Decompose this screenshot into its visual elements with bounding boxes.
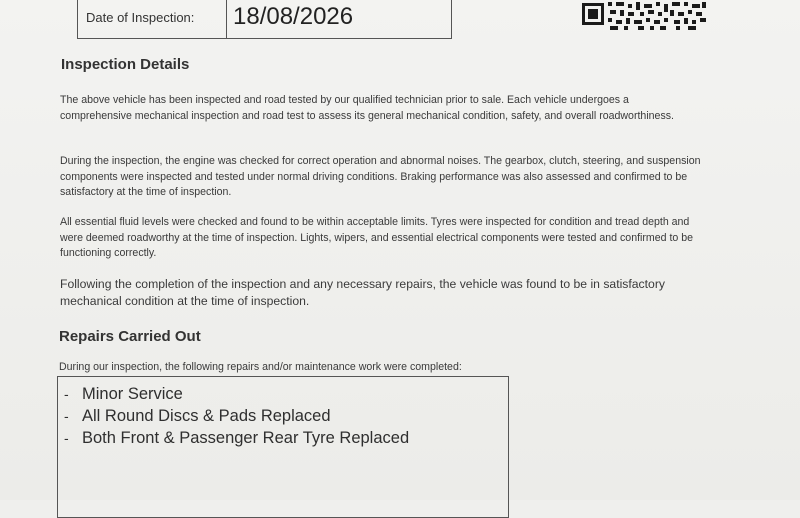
bullet: -	[64, 386, 69, 402]
repair-item-label: Both Front & Passenger Rear Tyre Replaced	[82, 429, 410, 447]
bullet: -	[64, 430, 69, 446]
repair-item-label: Minor Service	[82, 385, 183, 403]
details-paragraph-3: All essential fluid levels were checked and found to be within acceptable limits. Tyres were inspected for condition and tread depth and were deemed roadworthy at the time of inspection. Lights, wipers, and essential electrical components were tested and confirmed to be functioning correctly.	[60, 216, 694, 259]
repairs-intro: During our inspection, the following repairs and/or maintenance work were completed:	[59, 361, 462, 373]
bullet: -	[64, 408, 69, 424]
date-value: 18/08/2026	[233, 3, 354, 30]
qr-code-icon	[580, 0, 710, 30]
details-paragraph-1: The above vehicle has been inspected and road tested by our qualified technician prior to sale. Each vehicle undergoes a comprehensive mechanical inspection and road test to assess its general mechanical condition, safety, and overall roadworthiness.	[60, 94, 674, 122]
date-label: Date of Inspection:	[78, 0, 227, 38]
list-item	[64, 427, 508, 449]
inspection-details-heading: Inspection Details	[61, 56, 190, 73]
date-of-inspection-box	[77, 0, 452, 39]
details-paragraph-4: Following the completion of the inspection and any necessary repairs, the vehicle was found to be in satisfactory mechanical condition at the time of inspection.	[60, 277, 665, 308]
repairs-box	[57, 376, 509, 518]
list-item	[64, 383, 508, 405]
repair-item-label: All Round Discs & Pads Replaced	[82, 407, 331, 425]
list-item	[64, 405, 508, 427]
repairs-list	[58, 377, 508, 449]
details-paragraph-2: During the inspection, the engine was checked for correct operation and abnormal noises. The gearbox, clutch, steering, and suspension components were inspected and tested under normal driving conditions. Braking performance was also assessed and confirmed to be satisfactory at the time of inspection.	[60, 155, 701, 198]
repairs-heading: Repairs Carried Out	[59, 328, 201, 345]
